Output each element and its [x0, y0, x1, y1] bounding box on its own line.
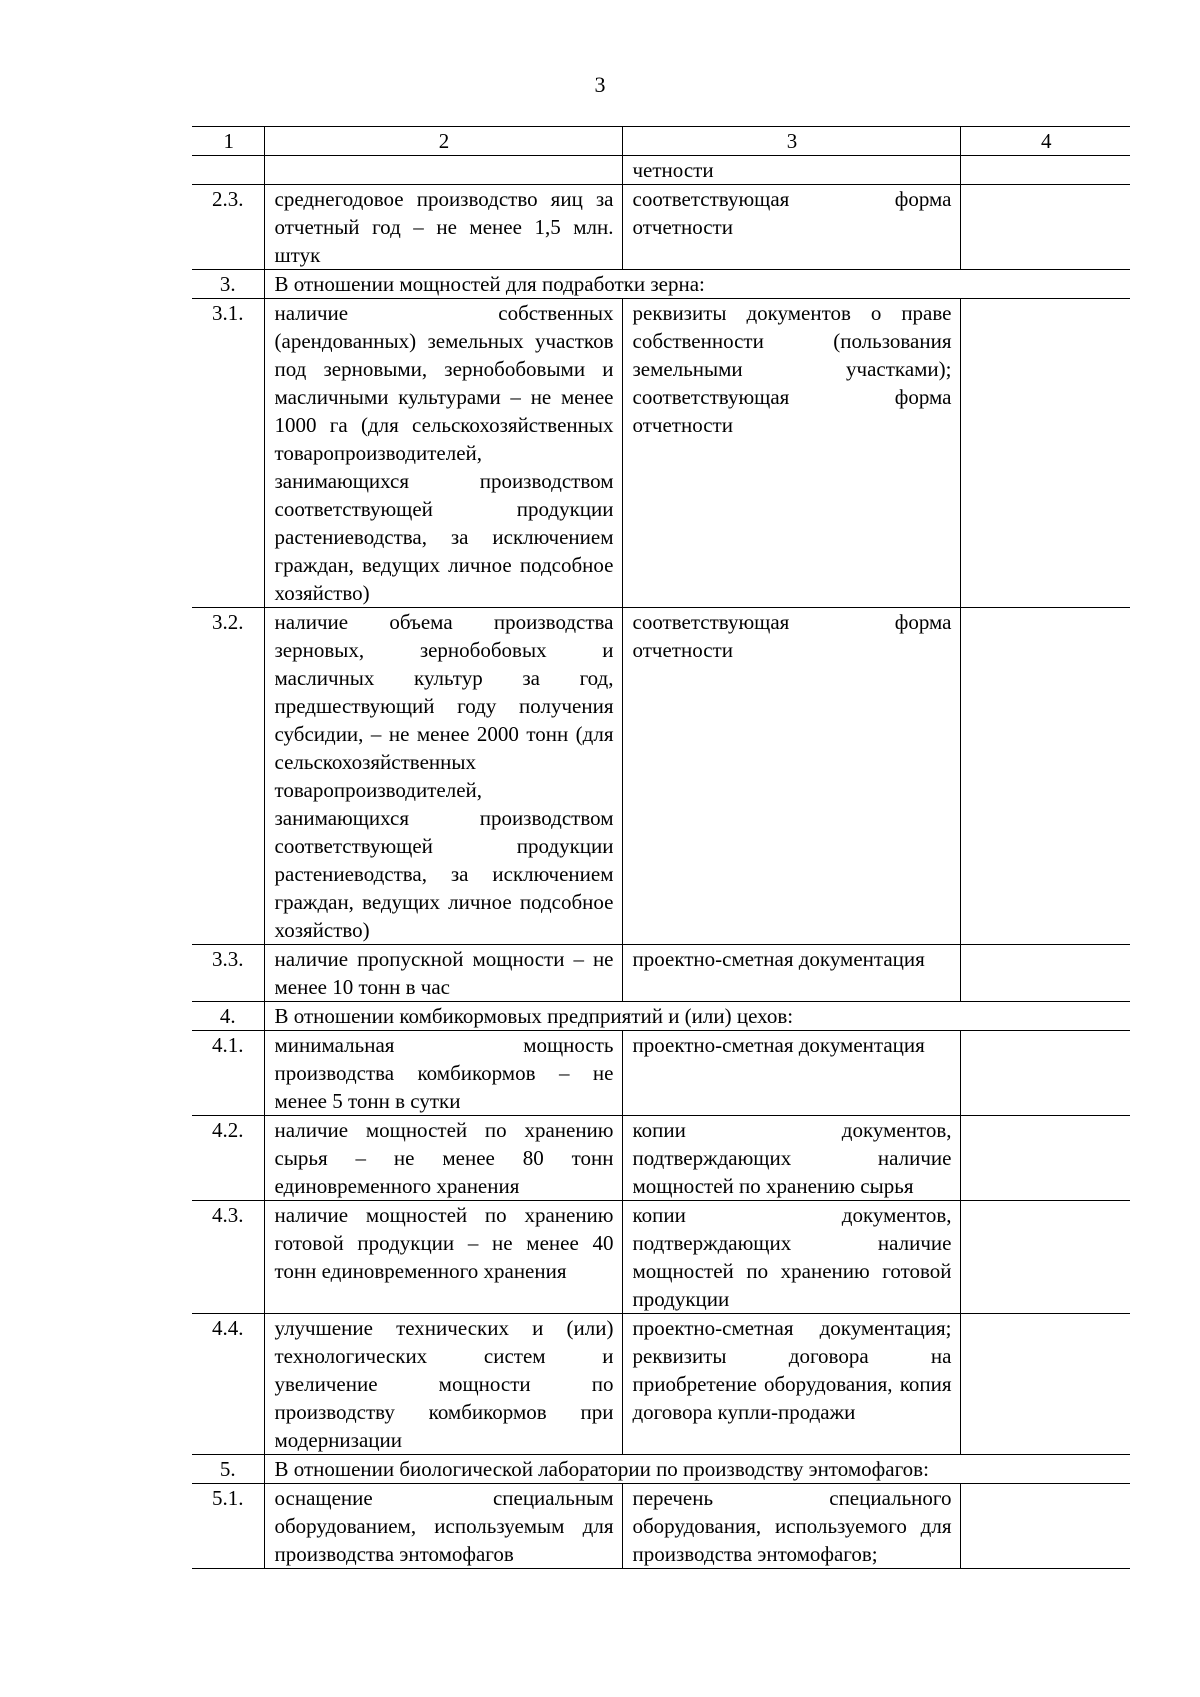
table-row: [192, 945, 1130, 1002]
row-number: 3.1.: [192, 299, 264, 608]
table-row: [192, 1201, 1130, 1314]
column-header-2: 2: [264, 127, 622, 156]
section-number: 5.: [192, 1455, 264, 1484]
document-cell: проектно-сметная документация: [622, 1031, 960, 1116]
criterion-cell: наличие собственных (арендованных) земельных участков под зерновыми, зернобобовыми и масличными культурами – не менее 1000 га (для сельскохозяйственных товаропроизводителей, занимающихся производством соответствующей продукции растениеводства, за исключением граждан, ведущих личное подсобное хозяйство): [264, 299, 622, 608]
criterion-cell: среднегодовое производство яиц за отчетный год – не менее 1,5 млн. штук: [264, 185, 622, 270]
table-row: [192, 608, 1130, 945]
table-row: [192, 156, 1130, 185]
criterion-cell: наличие объема производства зерновых, зернобобовых и масличных культур за год, предшествующий году получения субсидии, – не менее 2000 тонн (для сельскохозяйственных товаропроизводителей, занимающихся производством соответствующей продукции растениеводства, за исключением граждан, ведущих личное подсобное хозяйство): [264, 608, 622, 945]
table-row: [192, 1031, 1130, 1116]
document-cell: копии документов, подтверждающих наличие мощностей по хранению сырья: [622, 1116, 960, 1201]
criterion-cell: оснащение специальным оборудованием, используемым для производства энтомофагов: [264, 1484, 622, 1569]
document-cell: проектно-сметная документация; реквизиты договора на приобретение оборудования, копия договора купли-продажи: [622, 1314, 960, 1455]
row-number: 4.1.: [192, 1031, 264, 1116]
note-cell: [960, 1314, 1130, 1455]
note-cell: [960, 1116, 1130, 1201]
document-cell: копии документов, подтверждающих наличие мощностей по хранению готовой продукции: [622, 1201, 960, 1314]
column-header-1: 1: [192, 127, 264, 156]
section-number: 3.: [192, 270, 264, 299]
section-row: [192, 1455, 1130, 1484]
table-row: [192, 185, 1130, 270]
section-title: В отношении комбикормовых предприятий и (или) цехов:: [264, 1002, 1130, 1031]
criterion-cell: наличие мощностей по хранению сырья – не менее 80 тонн единовременного хранения: [264, 1116, 622, 1201]
row-number: [192, 156, 264, 185]
column-header-3: 3: [622, 127, 960, 156]
note-cell: [960, 1201, 1130, 1314]
column-header-4: 4: [960, 127, 1130, 156]
document-cell: проектно-сметная документация: [622, 945, 960, 1002]
note-cell: [960, 608, 1130, 945]
document-cell: реквизиты документов о праве собственности (пользования земельными участками); соответствующая форма отчетности: [622, 299, 960, 608]
table-row: [192, 1116, 1130, 1201]
row-number: 4.2.: [192, 1116, 264, 1201]
section-number: 4.: [192, 1002, 264, 1031]
section-row: [192, 1002, 1130, 1031]
row-number: 4.3.: [192, 1201, 264, 1314]
table-body: [192, 127, 1130, 1569]
table-row: [192, 1314, 1130, 1455]
row-number: 3.2.: [192, 608, 264, 945]
row-number: 2.3.: [192, 185, 264, 270]
section-title: В отношении биологической лаборатории по производству энтомофагов:: [264, 1455, 1130, 1484]
section-row: [192, 270, 1130, 299]
criterion-cell: наличие пропускной мощности – не менее 10 тонн в час: [264, 945, 622, 1002]
row-number: 5.1.: [192, 1484, 264, 1569]
section-title: В отношении мощностей для подработки зерна:: [264, 270, 1130, 299]
requirements-table: [192, 126, 1130, 1569]
criterion-cell: наличие мощностей по хранению готовой продукции – не менее 40 тонн единовременного хранения: [264, 1201, 622, 1314]
document-cell: соответствующая форма отчетности: [622, 608, 960, 945]
note-cell: [960, 156, 1130, 185]
page-number: 3: [594, 72, 606, 97]
note-cell: [960, 1031, 1130, 1116]
note-cell: [960, 945, 1130, 1002]
criterion-cell: [264, 156, 622, 185]
document-cell: четности: [622, 156, 960, 185]
criterion-cell: улучшение технических и (или) технологических систем и увеличение мощности по производству комбикормов при модернизации: [264, 1314, 622, 1455]
document-cell: перечень специального оборудования, используемого для производства энтомофагов;: [622, 1484, 960, 1569]
table-row: [192, 299, 1130, 608]
table-row: [192, 1484, 1130, 1569]
note-cell: [960, 1484, 1130, 1569]
note-cell: [960, 299, 1130, 608]
row-number: 3.3.: [192, 945, 264, 1002]
criterion-cell: минимальная мощность производства комбикормов – не менее 5 тонн в сутки: [264, 1031, 622, 1116]
row-number: 4.4.: [192, 1314, 264, 1455]
note-cell: [960, 185, 1130, 270]
column-header-row: [192, 127, 1130, 156]
document-cell: соответствующая форма отчетности: [622, 185, 960, 270]
